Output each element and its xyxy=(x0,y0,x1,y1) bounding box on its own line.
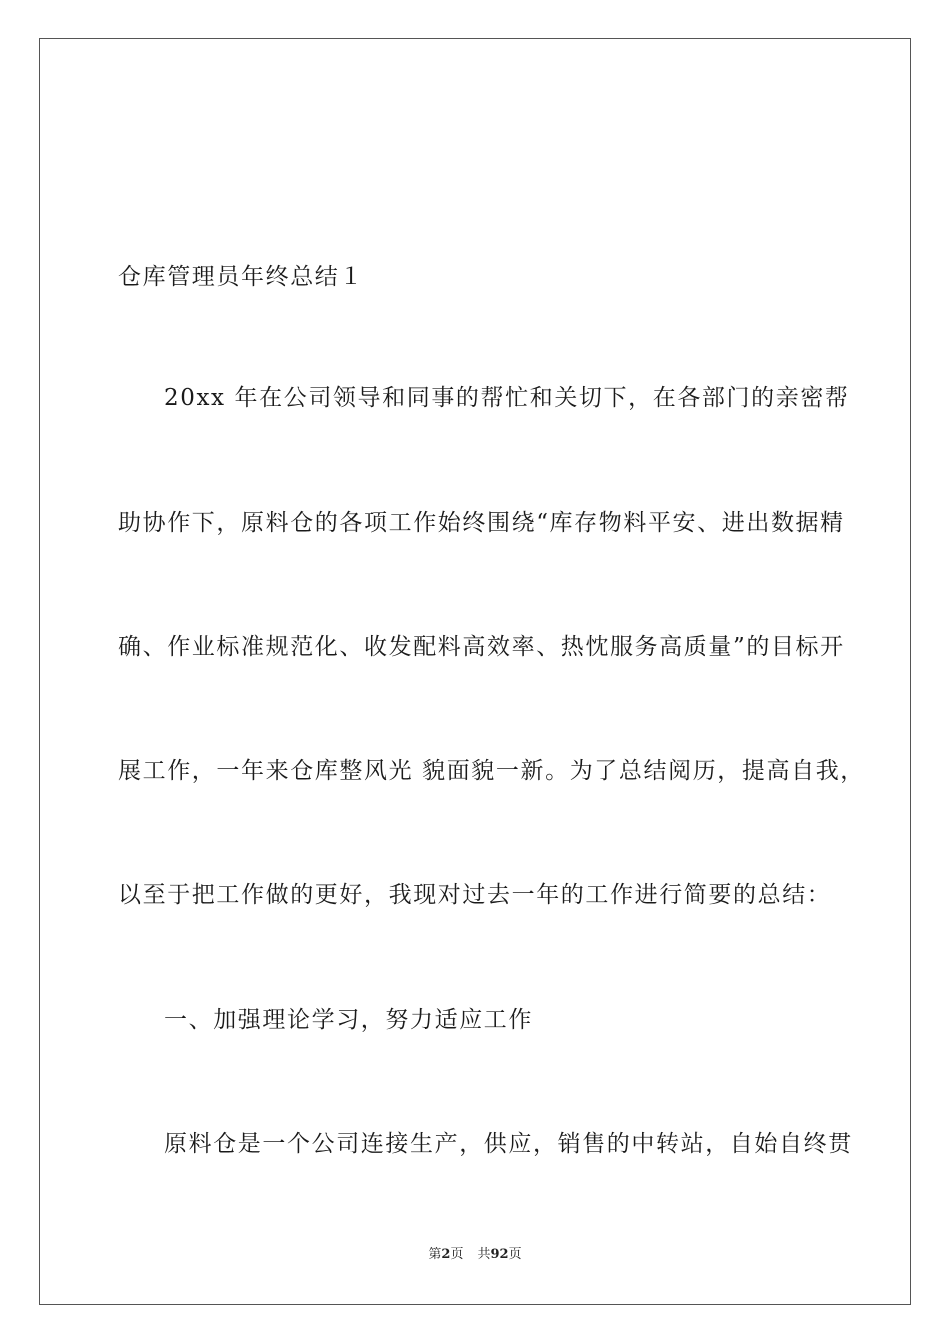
footer-total-pages: 92 xyxy=(490,1247,509,1262)
footer-total-prefix: 共 xyxy=(477,1247,491,1262)
paragraph-line-7: 原料仓是一个公司连接生产，供应，销售的中转站，自始自终贯 xyxy=(164,1131,853,1157)
paragraph-line-3: 确、作业标准规范化、收发配料高效率、热忱服务高质量”的目标开 xyxy=(118,634,845,660)
document-title: 仓库管理员年终总结１ xyxy=(118,264,364,290)
page-border xyxy=(39,38,911,1305)
footer-page-number: 2 xyxy=(441,1247,451,1262)
paragraph-line-4: 展工作，一年来仓库整风光 貌面貌一新。为了总结阅历，提高自我， xyxy=(118,758,865,784)
paragraph-line-5: 以至于把工作做的更好，我现对过去一年的工作进行简要的总结： xyxy=(118,882,832,908)
paragraph-line-1: 20xx 年在公司领导和同事的帮忙和关切下，在各部门的亲密帮 xyxy=(164,385,850,411)
footer-page-prefix: 第 xyxy=(428,1247,442,1262)
paragraph-line-2: 助协作下，原料仓的各项工作始终围绕“库存物料平安、进出数据精 xyxy=(118,510,845,536)
footer-page-suffix: 页 xyxy=(450,1247,464,1262)
page-footer xyxy=(0,1246,950,1264)
section-heading: 一、加强理论学习，努力适应工作 xyxy=(164,1007,533,1033)
footer-total-suffix: 页 xyxy=(508,1247,522,1262)
